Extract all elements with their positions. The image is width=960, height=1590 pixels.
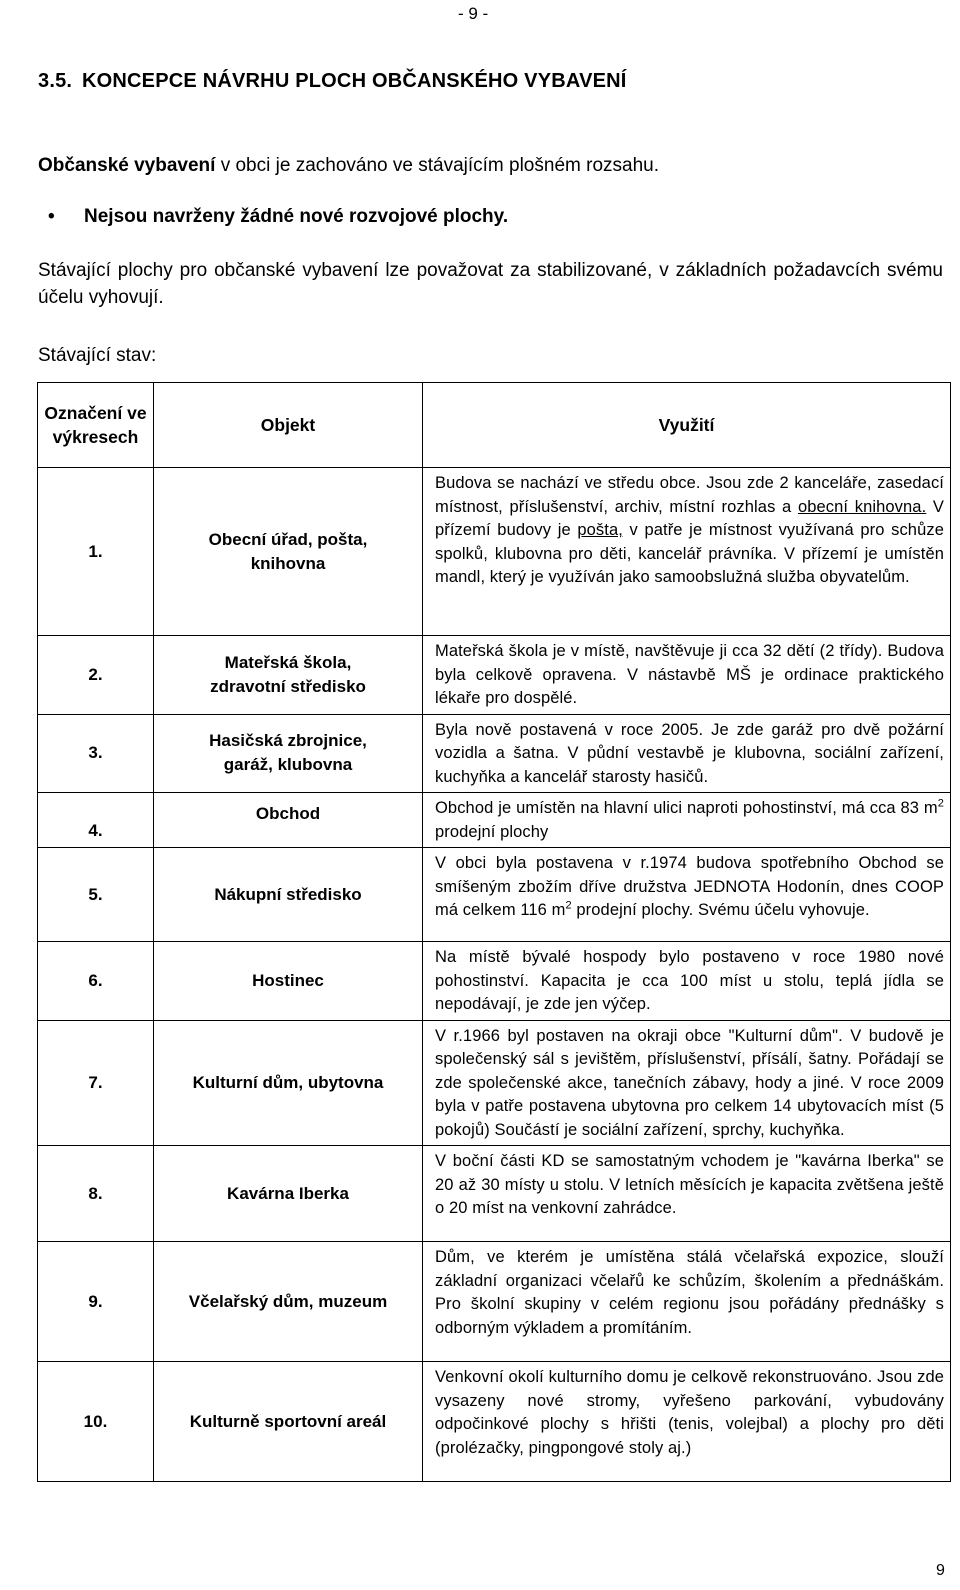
table-header-row: [38, 383, 951, 468]
row-object: Kulturně sportovní areál: [154, 1362, 423, 1482]
current-state-label: Stávající stav:: [38, 345, 157, 366]
row-usage: V boční části KD se samostatným vchodem je "kavárna Iberka" se 20 až 30 místy u stolu. V letních měsících je kapacita zvětšena ještě o 20 míst na venkovní zahrádce.: [423, 1146, 951, 1242]
bullet-item: [48, 206, 508, 228]
row-usage: V r.1966 byl postaven na okraji obce "Kulturní dům". V budově je společenský sál s jevištěm, příslušenství, přísálí, šatny. Pořádají se zde společenské akce, tanečních zábavy, hody a jiné. V roce 2009 byla v patře postavena ubytovna pro celkem 14 ubytovacích míst (5 pokojů) Součástí je sociální zařízení, sprchy, kuchyňka.: [423, 1020, 951, 1146]
table-row: [38, 1242, 951, 1362]
link-library: obecní knihovna.: [797, 497, 927, 516]
row-usage: Obchod je umístěn na hlavní ulici naproti pohostinství, má cca 83 $m^2$ prodejní plochy: [423, 793, 951, 848]
row-number: 10.: [38, 1362, 154, 1482]
row-number: 2.: [38, 636, 154, 715]
row-object: Obchod: [154, 793, 423, 848]
section-heading: [38, 70, 627, 93]
section-title: KONCEPCE NÁVRHU PLOCH OBČANSKÉHO VYBAVENÍ: [82, 70, 627, 92]
row-number: 6.: [38, 942, 154, 1021]
row-usage: Mateřská škola je v místě, navštěvuje ji cca 32 dětí (2 třídy). Budova byla celkově opravena. V nástavbě MŠ je ordinace praktického lékaře pro dospělé.: [423, 636, 951, 715]
table-row: [38, 1146, 951, 1242]
header-object: Objekt: [154, 383, 423, 468]
row-object: Hostinec: [154, 942, 423, 1021]
footer-page-number: 9: [936, 1562, 945, 1579]
link-post: pošta,: [577, 521, 623, 539]
section-number: 3.5.: [38, 70, 73, 92]
table-row: [38, 942, 951, 1021]
header-usage: Využití: [423, 383, 951, 468]
table-row: [38, 1362, 951, 1482]
row-object: Kulturní dům, ubytovna: [154, 1020, 423, 1146]
row-number: 9.: [38, 1242, 154, 1362]
row-usage: Budova se nachází ve středu obce. Jsou zde 2 kanceláře, zasedací místnost, příslušenství, archiv, místní rozhlas a obecní knihovna. V přízemí budovy je pošta, v patře je místnost využívaná pro schůze spolků, klubovna pro děti, kancelář právníka. V přízemí je umístěn mandl, který je využíván jako samoobslužná služba obyvatelům.: [423, 468, 951, 636]
row-object: Nákupní středisko: [154, 848, 423, 942]
row-usage: Dům, ve kterém je umístěna stálá včelařská expozice, slouží základní organizaci včelařů ke schůzím, školením a přednáškám. Pro školní skupiny v celém regionu jsou pořádány přednášky s odborným výkladem a promítáním.: [423, 1242, 951, 1362]
table-row: [38, 1020, 951, 1146]
intro-paragraph: [38, 152, 938, 179]
facilities-table: [37, 382, 951, 1482]
page-number: - 9 -: [458, 4, 489, 23]
row-usage: V obci byla postavena v r.1974 budova spotřebního Obchod se smíšeným zbožím dříve družstva JEDNOTA Hodonín, dnes COOP má celkem 116 $m^2$ prodejní plochy. Svému účelu vyhovuje.: [423, 848, 951, 942]
header-designation: Označení ve výkresech: [38, 383, 154, 468]
intro-bold: Občanské vybavení: [38, 155, 216, 176]
intro-rest: v obci je zachováno ve stávajícím plošném rozsahu.: [215, 155, 659, 176]
row-number: 4.: [38, 793, 154, 848]
row-usage: Byla nově postavená v roce 2005. Je zde garáž pro dvě požární vozidla a šatna. V půdní vestavbě je klubovna, sociální zařízení, kuchyňka a kancelář starosty hasičů.: [423, 714, 951, 793]
row-object: Obecní úřad, pošta, knihovna: [154, 468, 423, 636]
table-row: [38, 793, 951, 848]
row-number: 7.: [38, 1020, 154, 1146]
row-number: 3.: [38, 714, 154, 793]
row-number: 5.: [38, 848, 154, 942]
table-row: [38, 848, 951, 942]
paragraph-stabilized: Stávající plochy pro občanské vybavení lze považovat za stabilizované, v základních požadavcích svému účelu vyhovují.: [38, 260, 943, 308]
row-number: 8.: [38, 1146, 154, 1242]
row-usage: Na místě bývalé hospody bylo postaveno v roce 1980 nové pohostinství. Kapacita je cca 100 míst u stolu, teplá jídla se nepodávají, je zde jen výčep.: [423, 942, 951, 1021]
table-row: [38, 468, 951, 636]
table-row: [38, 636, 951, 715]
row-usage: Venkovní okolí kulturního domu je celkově rekonstruováno. Jsou zde vysazeny nové stromy, vyřešeno parkování, vybudovány odpočinkové plochy s hřišti (tenis, volejbal) a plochy pro děti (prolézačky, pingpongové stoly aj.): [423, 1362, 951, 1482]
bullet-text: Nejsou navrženy žádné nové rozvojové plochy.: [84, 206, 509, 227]
row-object: Hasičská zbrojnice, garáž, klubovna: [154, 714, 423, 793]
row-object: Kavárna Iberka: [154, 1146, 423, 1242]
row-number: 1.: [38, 468, 154, 636]
row-object: Včelařský dům, muzeum: [154, 1242, 423, 1362]
table-row: [38, 714, 951, 793]
row-object: Mateřská škola, zdravotní středisko: [154, 636, 423, 715]
bullet-icon: •: [48, 206, 55, 227]
